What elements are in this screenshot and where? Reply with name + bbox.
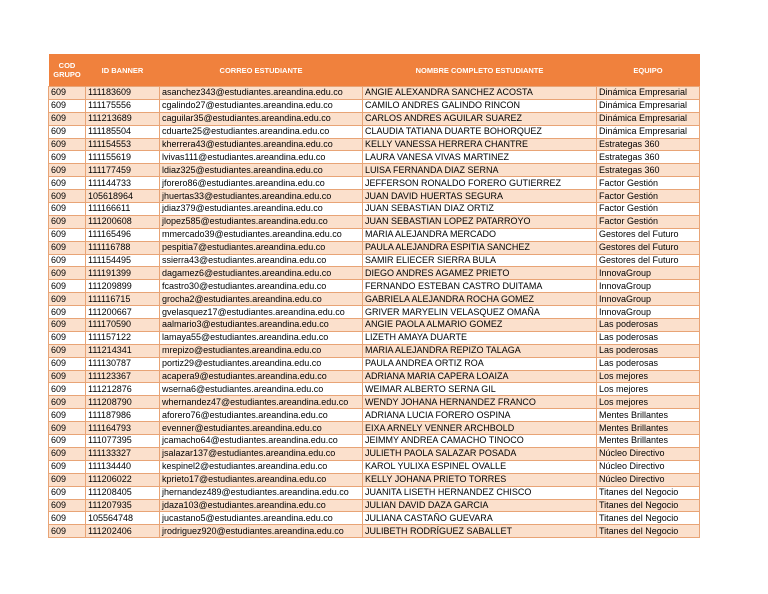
cell-nombre[interactable]: FERNANDO ESTEBAN CASTRO DUITAMA xyxy=(363,280,597,293)
cell-equipo[interactable]: Los mejores xyxy=(597,383,700,396)
cell-id-banner[interactable]: 111207935 xyxy=(86,499,160,512)
cell-id-banner[interactable]: 111116788 xyxy=(86,241,160,254)
cell-id-banner[interactable]: 111133327 xyxy=(86,447,160,460)
cell-cod-grupo[interactable]: 609 xyxy=(49,138,86,151)
cell-correo[interactable]: jcamacho64@estudiantes.areandina.edu.co xyxy=(160,435,363,448)
cell-nombre[interactable]: JEFFERSON RONALDO FORERO GUTIERREZ xyxy=(363,177,597,190)
table-row xyxy=(49,499,700,512)
table-row xyxy=(49,396,700,409)
cell-correo[interactable]: mmercado39@estudiantes.areandina.edu.co xyxy=(160,228,363,241)
cell-id-banner[interactable]: 111209899 xyxy=(86,280,160,293)
cell-equipo[interactable]: Dinámica Empresarial xyxy=(597,112,700,125)
cell-correo[interactable]: grocha2@estudiantes.areandina.edu.co xyxy=(160,293,363,306)
cell-id-banner[interactable]: 111170590 xyxy=(86,319,160,332)
cell-cod-grupo[interactable]: 609 xyxy=(49,293,86,306)
cell-id-banner[interactable]: 111134440 xyxy=(86,460,160,473)
table-row xyxy=(49,164,700,177)
cell-correo[interactable]: jlopez585@estudiantes.areandina.edu.co xyxy=(160,215,363,228)
cell-equipo[interactable]: Estrategas 360 xyxy=(597,164,700,177)
cell-nombre[interactable]: MARIA ALEJANDRA MERCADO xyxy=(363,228,597,241)
cell-cod-grupo[interactable]: 609 xyxy=(49,87,86,100)
table-row xyxy=(49,112,700,125)
cell-id-banner[interactable]: 111208405 xyxy=(86,486,160,499)
cell-cod-grupo[interactable]: 609 xyxy=(49,331,86,344)
cell-nombre[interactable]: KELLY JOHANA PRIETO TORRES xyxy=(363,473,597,486)
cell-nombre[interactable]: PAULA ANDREA ORTIZ ROA xyxy=(363,357,597,370)
cell-equipo[interactable]: Los mejores xyxy=(597,396,700,409)
cell-id-banner[interactable]: 105618964 xyxy=(86,190,160,203)
cell-id-banner[interactable]: 111206022 xyxy=(86,473,160,486)
cell-cod-grupo[interactable]: 609 xyxy=(49,486,86,499)
cell-equipo[interactable]: Titanes del Negocio xyxy=(597,499,700,512)
table-row xyxy=(49,525,700,538)
cell-id-banner[interactable]: 111208790 xyxy=(86,396,160,409)
cell-cod-grupo[interactable]: 609 xyxy=(49,125,86,138)
cell-cod-grupo[interactable]: 609 xyxy=(49,344,86,357)
cell-correo[interactable]: jhernandez489@estudiantes.areandina.edu.co xyxy=(160,486,363,499)
cell-equipo[interactable]: Las poderosas xyxy=(597,331,700,344)
table-row xyxy=(49,138,700,151)
cell-id-banner[interactable]: 111183609 xyxy=(86,87,160,100)
cell-equipo[interactable]: InnovaGroup xyxy=(597,293,700,306)
table-row xyxy=(49,319,700,332)
cell-correo[interactable]: jrodriguez920@estudiantes.areandina.edu.co xyxy=(160,525,363,538)
cell-correo[interactable]: ssierra43@estudiantes.areandina.edu.co xyxy=(160,254,363,267)
cell-correo[interactable]: gvelasquez17@estudiantes.areandina.edu.co xyxy=(160,306,363,319)
cell-equipo[interactable]: Factor Gestión xyxy=(597,215,700,228)
cell-cod-grupo[interactable]: 609 xyxy=(49,525,86,538)
cell-nombre[interactable]: JUANITA LISETH HERNANDEZ CHISCO xyxy=(363,486,597,499)
cell-equipo[interactable]: Estrategas 360 xyxy=(597,151,700,164)
header-nombre[interactable]: NOMBRE COMPLETO ESTUDIANTE xyxy=(363,54,597,87)
cell-nombre[interactable]: JUAN SEBASTIAN LOPEZ PATARROYO xyxy=(363,215,597,228)
cell-nombre[interactable]: CARLOS ANDRES AGUILAR SUAREZ xyxy=(363,112,597,125)
cell-correo[interactable]: mrepizo@estudiantes.areandina.edu.co xyxy=(160,344,363,357)
table-row xyxy=(49,409,700,422)
cell-nombre[interactable]: KELLY VANESSA HERRERA CHANTRE xyxy=(363,138,597,151)
table-row xyxy=(49,87,700,100)
cell-cod-grupo[interactable]: 609 xyxy=(49,357,86,370)
cell-nombre[interactable]: SAMIR ELIECER SIERRA BULA xyxy=(363,254,597,267)
cell-id-banner[interactable]: 111166611 xyxy=(86,203,160,216)
cell-equipo[interactable]: Estrategas 360 xyxy=(597,138,700,151)
cell-id-banner[interactable]: 111154495 xyxy=(86,254,160,267)
cell-id-banner[interactable]: 111155619 xyxy=(86,151,160,164)
cell-equipo[interactable]: Factor Gestión xyxy=(597,203,700,216)
cell-cod-grupo[interactable]: 609 xyxy=(49,280,86,293)
cell-nombre[interactable]: CAMILO ANDRES GALINDO RINCON xyxy=(363,99,597,112)
cell-equipo[interactable]: InnovaGroup xyxy=(597,267,700,280)
cell-correo[interactable]: cduarte25@estudiantes.areandina.edu.co xyxy=(160,125,363,138)
student-table xyxy=(48,54,700,538)
cell-correo[interactable]: whernandez47@estudiantes.areandina.edu.co xyxy=(160,396,363,409)
cell-cod-grupo[interactable]: 609 xyxy=(49,215,86,228)
cell-equipo[interactable]: Núcleo Directivo xyxy=(597,460,700,473)
table-row xyxy=(49,99,700,112)
table-row xyxy=(49,331,700,344)
cell-equipo[interactable]: Gestores del Futuro xyxy=(597,241,700,254)
cell-correo[interactable]: acapera9@estudiantes.areandina.edu.co xyxy=(160,370,363,383)
cell-equipo[interactable]: Dinámica Empresarial xyxy=(597,87,700,100)
cell-cod-grupo[interactable]: 609 xyxy=(49,460,86,473)
cell-correo[interactable]: kespinel2@estudiantes.areandina.edu.co xyxy=(160,460,363,473)
cell-equipo[interactable]: Factor Gestión xyxy=(597,177,700,190)
cell-cod-grupo[interactable]: 609 xyxy=(49,241,86,254)
header-equipo[interactable]: EQUIPO xyxy=(597,54,700,87)
cell-cod-grupo[interactable]: 609 xyxy=(49,319,86,332)
cell-correo[interactable]: wserna6@estudiantes.areandina.edu.co xyxy=(160,383,363,396)
table-row xyxy=(49,293,700,306)
table-row xyxy=(49,241,700,254)
cell-nombre[interactable]: JEIMMY ANDREA CAMACHO TINOCO xyxy=(363,435,597,448)
cell-nombre[interactable]: ANGIE PAOLA ALMARIO GOMEZ xyxy=(363,319,597,332)
table-row xyxy=(49,267,700,280)
table-row xyxy=(49,125,700,138)
cell-correo[interactable]: kherrera43@estudiantes.areandina.edu.co xyxy=(160,138,363,151)
cell-nombre[interactable]: DIEGO ANDRES AGAMEZ PRIETO xyxy=(363,267,597,280)
cell-equipo[interactable]: Factor Gestión xyxy=(597,190,700,203)
cell-nombre[interactable]: LAURA VANESA VIVAS MARTINEZ xyxy=(363,151,597,164)
cell-cod-grupo[interactable]: 609 xyxy=(49,396,86,409)
cell-correo[interactable]: asanchez343@estudiantes.areandina.edu.co xyxy=(160,87,363,100)
cell-correo[interactable]: jsalazar137@estudiantes.areandina.edu.co xyxy=(160,447,363,460)
cell-cod-grupo[interactable]: 609 xyxy=(49,499,86,512)
cell-equipo[interactable]: InnovaGroup xyxy=(597,306,700,319)
cell-nombre[interactable]: MARIA ALEJANDRA REPIZO TALAGA xyxy=(363,344,597,357)
cell-cod-grupo[interactable]: 609 xyxy=(49,203,86,216)
cell-nombre[interactable]: JULIAN DAVID DAZA GARCIA xyxy=(363,499,597,512)
cell-correo[interactable]: jhuertas33@estudiantes.areandina.edu.co xyxy=(160,190,363,203)
header-cod-grupo[interactable]: COD GRUPO xyxy=(49,54,86,87)
cell-cod-grupo[interactable]: 609 xyxy=(49,383,86,396)
cell-equipo[interactable]: InnovaGroup xyxy=(597,280,700,293)
cell-cod-grupo[interactable]: 609 xyxy=(49,112,86,125)
cell-id-banner[interactable]: 111130787 xyxy=(86,357,160,370)
table-row xyxy=(49,357,700,370)
cell-equipo[interactable]: Núcleo Directivo xyxy=(597,473,700,486)
cell-id-banner[interactable]: 111191399 xyxy=(86,267,160,280)
cell-id-banner[interactable]: 105564748 xyxy=(86,512,160,525)
table-row xyxy=(49,383,700,396)
cell-correo[interactable]: evenner@estudiantes.areandina.edu.co xyxy=(160,422,363,435)
cell-id-banner[interactable]: 111187986 xyxy=(86,409,160,422)
cell-nombre[interactable]: EIXA ARNELY VENNER ARCHBOLD xyxy=(363,422,597,435)
cell-id-banner[interactable]: 111214341 xyxy=(86,344,160,357)
cell-equipo[interactable]: Titanes del Negocio xyxy=(597,512,700,525)
cell-id-banner[interactable]: 111077395 xyxy=(86,435,160,448)
cell-nombre[interactable]: JUAN SEBASTIAN DIAZ ORTIZ xyxy=(363,203,597,216)
table-row xyxy=(49,460,700,473)
table-row xyxy=(49,486,700,499)
cell-cod-grupo[interactable]: 609 xyxy=(49,151,86,164)
cell-id-banner[interactable]: 111213689 xyxy=(86,112,160,125)
cell-nombre[interactable]: JULIANA CASTAÑO GUEVARA xyxy=(363,512,597,525)
cell-cod-grupo[interactable]: 609 xyxy=(49,473,86,486)
header-row xyxy=(49,54,700,87)
cell-nombre[interactable]: KAROL YULIXA ESPINEL OVALLE xyxy=(363,460,597,473)
cell-id-banner[interactable]: 111123367 xyxy=(86,370,160,383)
cell-equipo[interactable]: Gestores del Futuro xyxy=(597,228,700,241)
table-row xyxy=(49,422,700,435)
cell-id-banner[interactable]: 111175556 xyxy=(86,99,160,112)
cell-id-banner[interactable]: 111177459 xyxy=(86,164,160,177)
cell-equipo[interactable]: Las poderosas xyxy=(597,344,700,357)
table-row xyxy=(49,370,700,383)
cell-nombre[interactable]: WEIMAR ALBERTO SERNA GIL xyxy=(363,383,597,396)
cell-cod-grupo[interactable]: 609 xyxy=(49,267,86,280)
table-row xyxy=(49,344,700,357)
cell-nombre[interactable]: ADRIANA LUCIA FORERO OSPINA xyxy=(363,409,597,422)
cell-nombre[interactable]: WENDY JOHANA HERNANDEZ FRANCO xyxy=(363,396,597,409)
cell-cod-grupo[interactable]: 609 xyxy=(49,422,86,435)
cell-equipo[interactable]: Dinámica Empresarial xyxy=(597,99,700,112)
cell-correo[interactable]: jucastano5@estudiantes.areandina.edu.co xyxy=(160,512,363,525)
cell-correo[interactable]: aalmario3@estudiantes.areandina.edu.co xyxy=(160,319,363,332)
cell-id-banner[interactable]: 111185504 xyxy=(86,125,160,138)
cell-id-banner[interactable]: 111165496 xyxy=(86,228,160,241)
cell-nombre[interactable]: CLAUDIA TATIANA DUARTE BOHORQUEZ xyxy=(363,125,597,138)
cell-equipo[interactable]: Las poderosas xyxy=(597,319,700,332)
cell-correo[interactable]: pespitia7@estudiantes.areandina.edu.co xyxy=(160,241,363,254)
cell-equipo[interactable]: Núcleo Directivo xyxy=(597,447,700,460)
cell-nombre[interactable]: LUISA FERNANDA DIAZ SERNA xyxy=(363,164,597,177)
table-row xyxy=(49,215,700,228)
table-row xyxy=(49,473,700,486)
table-row xyxy=(49,435,700,448)
table-row xyxy=(49,203,700,216)
cell-correo[interactable]: lamaya55@estudiantes.areandina.edu.co xyxy=(160,331,363,344)
table-row xyxy=(49,177,700,190)
cell-nombre[interactable]: JULIETH PAOLA SALAZAR POSADA xyxy=(363,447,597,460)
cell-correo[interactable]: dagamez6@estudiantes.areandina.edu.co xyxy=(160,267,363,280)
cell-id-banner[interactable]: 111157122 xyxy=(86,331,160,344)
cell-correo[interactable]: kprieto17@estudiantes.areandina.edu.co xyxy=(160,473,363,486)
cell-correo[interactable]: fcastro30@estudiantes.areandina.edu.co xyxy=(160,280,363,293)
header-correo[interactable]: CORREO ESTUDIANTE xyxy=(160,54,363,87)
cell-equipo[interactable]: Dinámica Empresarial xyxy=(597,125,700,138)
table-row xyxy=(49,254,700,267)
cell-cod-grupo[interactable]: 609 xyxy=(49,99,86,112)
cell-id-banner[interactable]: 111164793 xyxy=(86,422,160,435)
cell-equipo[interactable]: Los mejores xyxy=(597,370,700,383)
cell-nombre[interactable]: PAULA ALEJANDRA ESPITIA SANCHEZ xyxy=(363,241,597,254)
cell-equipo[interactable]: Titanes del Negocio xyxy=(597,525,700,538)
cell-cod-grupo[interactable]: 609 xyxy=(49,370,86,383)
cell-correo[interactable]: lvivas111@estudiantes.areandina.edu.co xyxy=(160,151,363,164)
cell-correo[interactable]: aforero76@estudiantes.areandina.edu.co xyxy=(160,409,363,422)
cell-cod-grupo[interactable]: 609 xyxy=(49,228,86,241)
cell-cod-grupo[interactable]: 609 xyxy=(49,254,86,267)
cell-id-banner[interactable]: 111212876 xyxy=(86,383,160,396)
cell-id-banner[interactable]: 111200608 xyxy=(86,215,160,228)
cell-correo[interactable]: portiz29@estudiantes.areandina.edu.co xyxy=(160,357,363,370)
cell-nombre[interactable]: JULIBETH RODRÍGUEZ SABALLET xyxy=(363,525,597,538)
cell-equipo[interactable]: Mentes Brillantes xyxy=(597,435,700,448)
cell-cod-grupo[interactable]: 609 xyxy=(49,306,86,319)
cell-correo[interactable]: jdaza103@estudiantes.areandina.edu.co xyxy=(160,499,363,512)
table-row xyxy=(49,280,700,293)
cell-cod-grupo[interactable]: 609 xyxy=(49,409,86,422)
cell-id-banner[interactable]: 111144733 xyxy=(86,177,160,190)
cell-id-banner[interactable]: 111200667 xyxy=(86,306,160,319)
cell-cod-grupo[interactable]: 609 xyxy=(49,512,86,525)
cell-id-banner[interactable]: 111202406 xyxy=(86,525,160,538)
cell-equipo[interactable]: Mentes Brillantes xyxy=(597,422,700,435)
table-row xyxy=(49,447,700,460)
cell-equipo[interactable]: Titanes del Negocio xyxy=(597,486,700,499)
header-id-banner[interactable]: ID BANNER xyxy=(86,54,160,87)
cell-nombre[interactable]: GRIVER MARYELIN VELASQUEZ OMAÑA xyxy=(363,306,597,319)
cell-cod-grupo[interactable]: 609 xyxy=(49,190,86,203)
cell-id-banner[interactable]: 111116715 xyxy=(86,293,160,306)
table-row xyxy=(49,151,700,164)
table-row xyxy=(49,228,700,241)
cell-cod-grupo[interactable]: 609 xyxy=(49,164,86,177)
cell-correo[interactable]: jforero86@estudiantes.areandina.edu.co xyxy=(160,177,363,190)
cell-cod-grupo[interactable]: 609 xyxy=(49,447,86,460)
table-row xyxy=(49,190,700,203)
table-row xyxy=(49,512,700,525)
cell-nombre[interactable]: ADRIANA MARIA CAPERA LOAIZA xyxy=(363,370,597,383)
cell-nombre[interactable]: JUAN DAVID HUERTAS SEGURA xyxy=(363,190,597,203)
cell-correo[interactable]: cgalindo27@estudiantes.areandina.edu.co xyxy=(160,99,363,112)
cell-equipo[interactable]: Mentes Brillantes xyxy=(597,409,700,422)
cell-nombre[interactable]: LIZETH AMAYA DUARTE xyxy=(363,331,597,344)
cell-equipo[interactable]: Las poderosas xyxy=(597,357,700,370)
cell-correo[interactable]: jdiaz379@estudiantes.areandina.edu.co xyxy=(160,203,363,216)
table-row xyxy=(49,306,700,319)
cell-id-banner[interactable]: 111154553 xyxy=(86,138,160,151)
cell-equipo[interactable]: Gestores del Futuro xyxy=(597,254,700,267)
cell-nombre[interactable]: GABRIELA ALEJANDRA ROCHA GOMEZ xyxy=(363,293,597,306)
cell-nombre[interactable]: ANGIE ALEXANDRA SANCHEZ ACOSTA xyxy=(363,87,597,100)
cell-correo[interactable]: ldiaz325@estudiantes.areandina.edu.co xyxy=(160,164,363,177)
cell-correo[interactable]: caguilar35@estudiantes.areandina.edu.co xyxy=(160,112,363,125)
cell-cod-grupo[interactable]: 609 xyxy=(49,177,86,190)
cell-cod-grupo[interactable]: 609 xyxy=(49,435,86,448)
